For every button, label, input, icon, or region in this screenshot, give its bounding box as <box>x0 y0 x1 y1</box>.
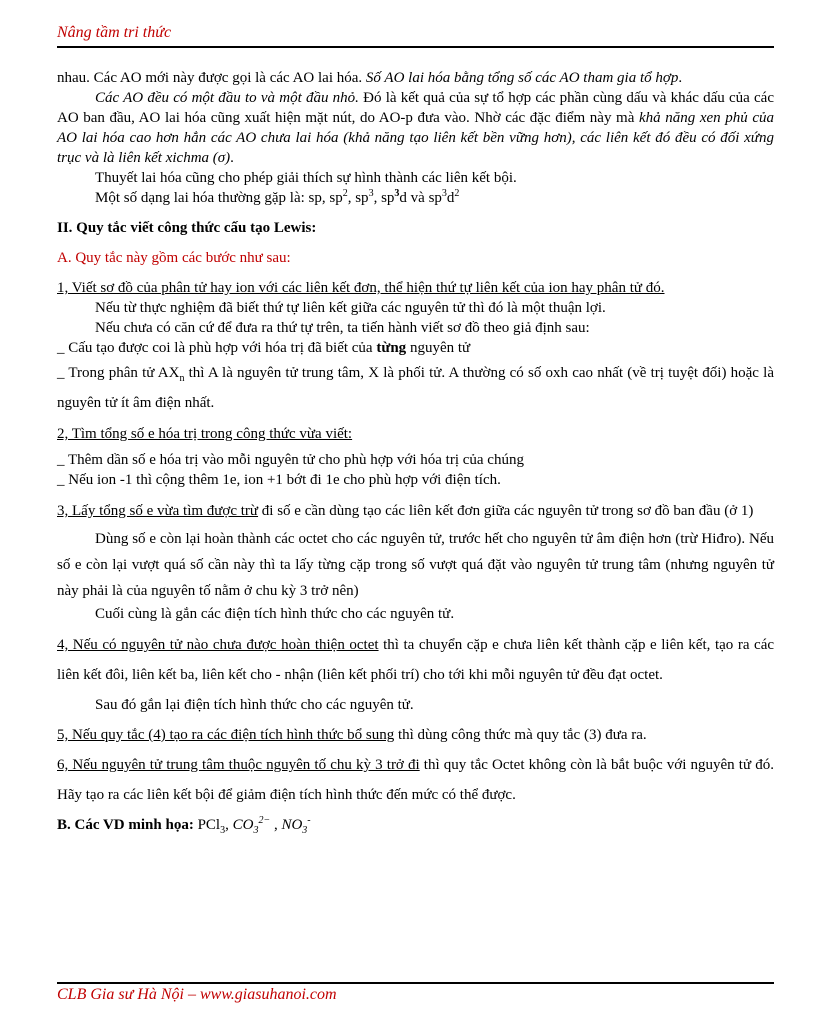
text: d <box>446 190 455 206</box>
formula-pcl3: PCl <box>193 817 221 833</box>
superscript: - <box>307 815 311 826</box>
text: , <box>270 817 282 833</box>
text: , sp <box>347 190 369 206</box>
formula-co3 <box>232 815 271 836</box>
superscript: 3 <box>441 188 447 199</box>
rule-3-detail: Cuối cùng là gắn các điện tích hình thức cho các nguyên tử. <box>95 606 455 622</box>
text: , <box>225 817 233 833</box>
header-divider <box>57 46 774 48</box>
text: , sp <box>373 190 395 206</box>
text: _ Trong phân tử AX <box>57 365 180 381</box>
page-footer: CLB Gia sư Hà Nội – www.giasuhanoi.com <box>57 986 337 1003</box>
rule-4-detail: Sau đó gắn lại điện tích hình thức cho các nguyên tử. <box>95 697 414 713</box>
text-italic: Số AO lai hóa bằng tổng số các AO tham gia tổ hợp <box>365 70 679 86</box>
text: NO <box>281 817 303 833</box>
subscript: 3 <box>302 825 308 836</box>
text: đi số e cần dùng tạo các liên kết đơn giữa các nguyên tử trong sơ đồ ban đầu (ở 1) <box>258 503 754 519</box>
rule-4-paragraph <box>57 630 774 690</box>
subscript: 3 <box>253 825 259 836</box>
text-bold: B. Các VD minh họa: <box>57 817 194 833</box>
superscript: 2 <box>454 188 460 199</box>
text: thì A là nguyên tử trung tâm, X là phối tử. A thường có số oxh cao nhất (về trị tuyệt đối) hoặc là nguyên tử ít âm điện nhất. <box>57 365 774 411</box>
text: Đó là kết quả của sự tổ hợp các phần cùng dấu và khác dấu của các AO ban đầu, AO lai hóa cũng xuất hiện mặt nút, do AO-p đưa vào. Nhờ các đặc điểm này mà <box>57 90 774 126</box>
rule-2-bullet: _ Nếu ion -1 thì cộng thêm 1e, ion +1 bớt đi 1e cho phù hợp với điện tích. <box>57 472 501 488</box>
subscript: n <box>179 373 185 384</box>
text: nguyên tử <box>406 340 471 356</box>
text-underlined: 6, Nếu nguyên tử trung tâm thuộc nguyên tố chu kỳ 3 trở đi <box>57 757 420 773</box>
text: d và sp <box>399 190 442 206</box>
rule-3-detail: Dùng số e còn lại hoàn thành các octet cho các nguyên tử, trước hết cho nguyên tử âm điện hơn (trừ Hiđro). Nếu số e còn lại vượt quá số cần này thì ta lấy từng cặp trong số vượt quá đặt vào nguyên tử trung tâm (nhưng nguyên tử này phải là của nguyên tố nằm ở chu kỳ 3 trở nên) <box>57 531 774 599</box>
text-underlined: 4, Nếu có nguyên tử nào chưa được hoàn thiện octet <box>57 637 379 653</box>
rule-2-bullet: _ Thêm dần số e hóa trị vào mỗi nguyên tử cho phù hợp với hóa trị của chúng <box>57 452 524 468</box>
rule-1-paragraph: Nếu từ thực nghiệm đã biết thứ tự liên kết giữa các nguyên tử thì đó là một thuận lợi. <box>95 300 606 316</box>
text-underlined: 3, Lấy tổng số e vừa tìm được trừ <box>57 503 259 519</box>
text: . <box>230 150 234 166</box>
formula-no3 <box>281 815 311 836</box>
rule-3-paragraph <box>57 496 774 526</box>
paragraph-hybrid-types <box>57 188 774 208</box>
superscript: 2− <box>258 815 271 826</box>
text: thì ta chuyển cặp e chưa liên kết thành cặp e liên kết, tạo ra các liên kết đôi, liên kết ba, liên kết cho - nhận (liên kết phối trí) cho tới khi mỗi nguyên tử đều đạt octet. <box>57 637 775 683</box>
text: . <box>678 70 683 86</box>
text: Một số dạng lai hóa thường gặp là: sp, sp <box>95 190 343 206</box>
page-header: Nâng tầm tri thức <box>57 24 172 41</box>
text: CO <box>232 817 254 833</box>
text-italic: Các AO đều có một đầu to và một đầu nhỏ. <box>95 90 359 106</box>
paragraph-ao-shape <box>57 88 774 168</box>
superscript: 2 <box>342 188 348 199</box>
text: thì quy tắc Octet không còn là bắt buộc với nguyên tử đó. Hãy tạo ra các liên kết bội để giảm điện tích hình thức đến mức có thể được. <box>57 757 774 803</box>
text-bold: từng <box>376 340 407 356</box>
paragraph-multiple-bonds: Thuyết lai hóa cũng cho phép giải thích sự hình thành các liên kết bội. <box>95 170 517 186</box>
text: nhau. Các AO mới này được gọi là các AO lai hóa. <box>57 70 366 86</box>
text: _ Cấu tạo được coi là phù hợp với hóa trị đã biết của <box>57 340 377 356</box>
rule-1-paragraph: Nếu chưa có căn cứ để đưa ra thứ tự trên, ta tiến hành viết sơ đồ theo giả định sau: <box>95 320 590 336</box>
rule-1-bullet <box>57 338 774 358</box>
rule-1-heading: 1, Viết sơ đồ của phân tử hay ion với các liên kết đơn, thể hiện thứ tự liên kết của ion hay phân tử đó. <box>57 280 665 296</box>
superscript: 3 <box>368 188 374 199</box>
rule-2-heading: 2, Tìm tổng số e hóa trị trong công thức vừa viết: <box>57 426 353 442</box>
subsection-heading-a: A. Quy tắc này gồm các bước như sau: <box>57 250 291 266</box>
subsection-heading-b <box>57 810 774 840</box>
text-italic: khả năng xen phủ của AO lai hóa cao hơn hẳn các AO chưa lai hóa (khả năng tạo liên kết bền vững hơn), các liên kết đó đều có đối xứng trục và là liên kết xichma (σ) <box>57 110 774 166</box>
rule-6-paragraph <box>57 750 774 810</box>
paragraph-hybrid-ao <box>57 68 774 88</box>
document-body <box>57 68 774 840</box>
subscript: 3 <box>220 825 226 836</box>
footer-divider <box>57 982 774 984</box>
superscript: 3 <box>394 188 400 199</box>
section-heading-lewis: II. Quy tắc viết công thức cấu tạo Lewis: <box>57 220 317 236</box>
text-underlined: 5, Nếu quy tắc (4) tạo ra các điện tích hình thức bổ sung <box>57 727 395 743</box>
rule-1-bullet <box>57 358 774 418</box>
rule-5-paragraph <box>57 720 774 750</box>
text: thì dùng công thức mà quy tắc (3) đưa ra. <box>394 727 647 743</box>
